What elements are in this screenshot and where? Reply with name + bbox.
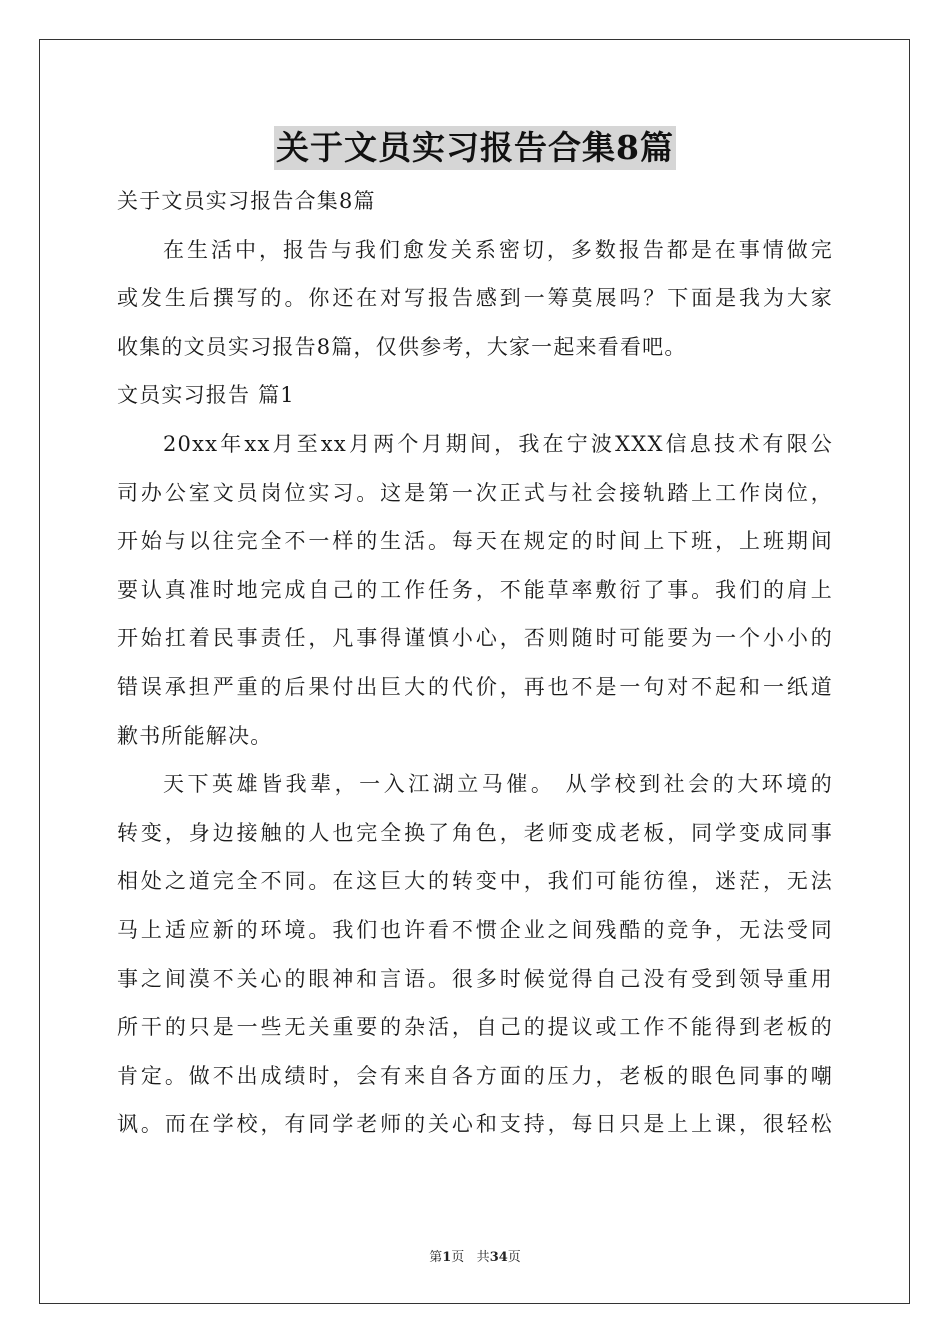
footer-page-suffix: 页 — [451, 1250, 465, 1265]
text-line: 所干的只是一些无关重要的杂活，自己的提议或工作不能得到老板的 — [117, 1015, 833, 1040]
text-line: 收集的文员实习报告8篇，仅供参考，大家一起来看看吧。 — [117, 334, 687, 359]
text-line: 事之间漠不关心的眼神和言语。很多时候觉得自己没有受到领导重用 — [117, 966, 833, 991]
text-line: 开始与以往完全不一样的生活。每天在规定的时间上下班，上班期间 — [117, 529, 833, 554]
text-line: 文员实习报告 篇1 — [117, 383, 295, 408]
text-line: 司办公室文员岗位实习。这是第一次正式与社会接轨踏上工作岗位， — [117, 480, 833, 505]
footer-total-suffix: 页 — [507, 1250, 521, 1265]
text-line: 马上适应新的环境。我们也许看不惯企业之间残酷的竞争，无法受同 — [117, 917, 833, 942]
text-line: 错误承担严重的后果付出巨大的代价，再也不是一句对不起和一纸道 — [117, 674, 833, 699]
text-line: 在生活中，报告与我们愈发关系密切，多数报告都是在事情做完 — [163, 237, 833, 262]
text-line: 关于文员实习报告合集8篇 — [117, 189, 376, 213]
footer-page-number: 1 — [442, 1250, 452, 1265]
document-title: 关于文员实习报告合集8篇 — [274, 126, 676, 170]
footer-total-pages: 34 — [489, 1250, 508, 1265]
text-line: 相处之道完全不同。在这巨大的转变中，我们可能彷徨，迷茫，无法 — [117, 869, 833, 894]
document-body — [117, 177, 833, 1149]
text-line: 天下英雄皆我辈，一入江湖立马催。 从学校到社会的大环境的 — [163, 772, 833, 797]
text-line: 歉书所能解决。 — [117, 723, 273, 748]
footer-total-prefix: 共 — [476, 1250, 490, 1265]
title-container — [0, 126, 950, 170]
text-line: 开始扛着民事责任，凡事得谨慎小心，否则随时可能要为一个小小的 — [117, 626, 833, 651]
page-footer — [0, 1246, 950, 1265]
footer-page-prefix: 第 — [429, 1250, 443, 1265]
text-line: 转变，身边接触的人也完全换了角色，老师变成老板，同学变成同事 — [117, 820, 833, 845]
text-line: 讽。而在学校，有同学老师的关心和支持，每日只是上上课，很轻松 — [117, 1112, 833, 1137]
text-line: 或发生后撰写的。你还在对写报告感到一筹莫展吗？下面是我为大家 — [117, 286, 833, 311]
text-line: 肯定。做不出成绩时，会有来自各方面的压力，老板的眼色同事的嘲 — [117, 1063, 833, 1088]
text-line: 要认真准时地完成自己的工作任务，不能草率敷衍了事。我们的肩上 — [117, 577, 833, 602]
text-line: 20xx年xx月至xx月两个月期间，我在宁波XXX信息技术有限公 — [163, 431, 833, 456]
